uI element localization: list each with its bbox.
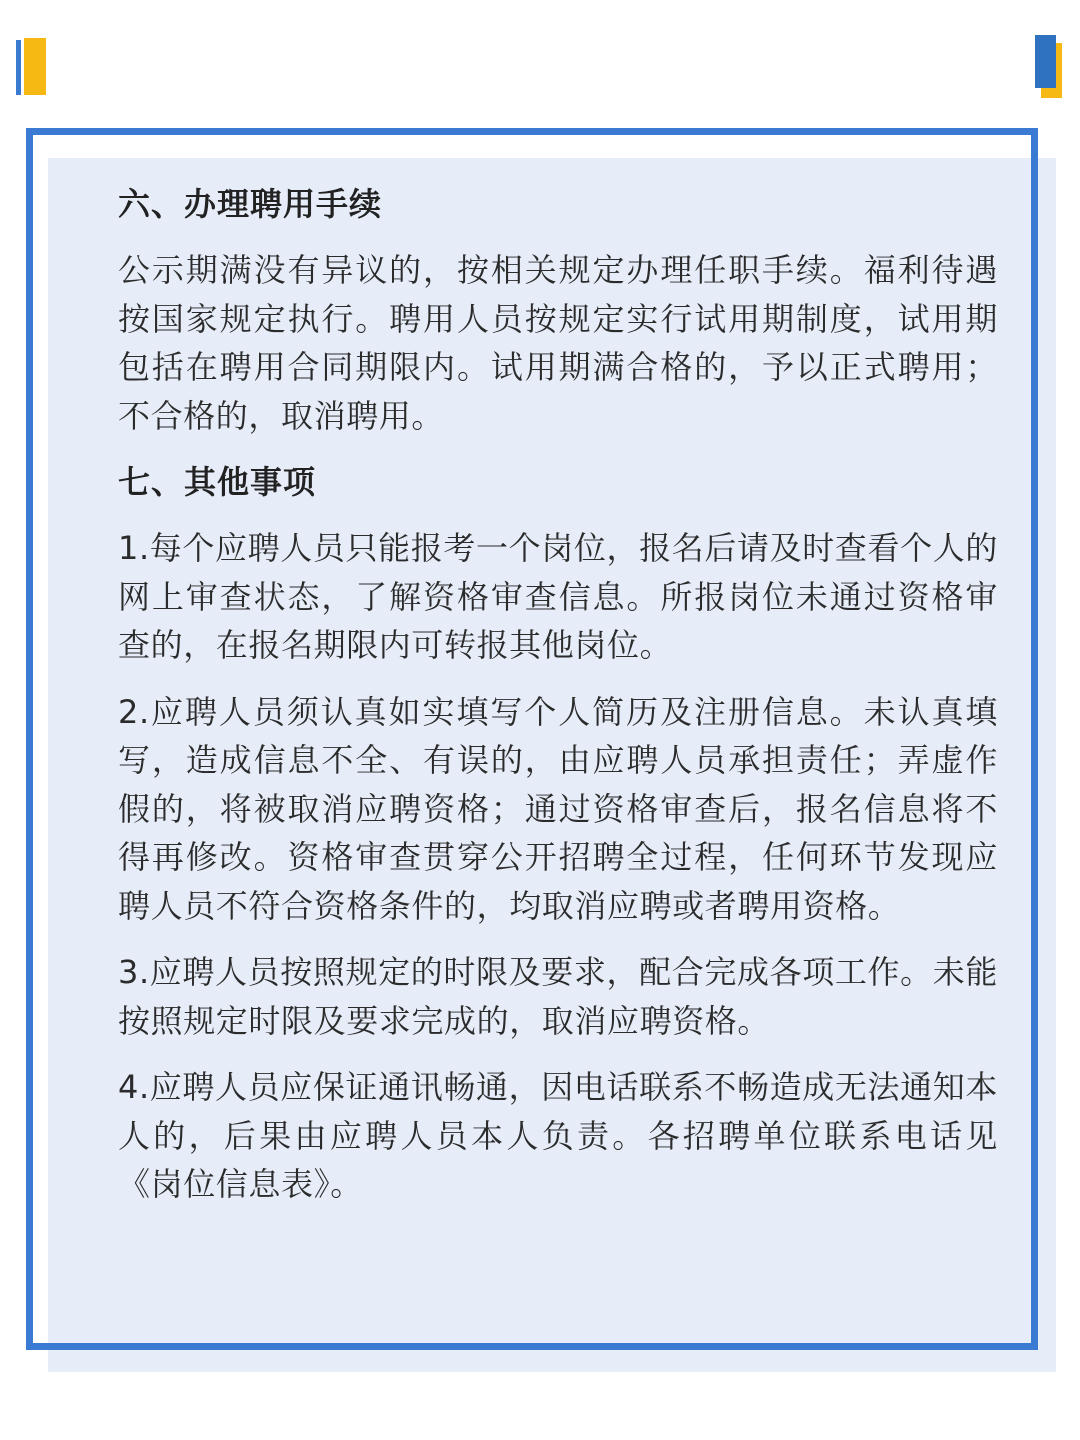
section-6-body: 公示期满没有异议的，按相关规定办理任职手续。福利待遇按国家规定执行。聘用人员按规定实行试用期制度，试用期包括在聘用合同期限内。试用期满合格的，予以正式聘用；不合格的，取消聘用。 (118, 251, 998, 435)
section-7-heading: 七、其他事项 (118, 463, 317, 501)
section-7-item-4: 4.应聘人员应保证通讯畅通，因电话联系不畅造成无法通知本人的，后果由应聘人员本人负责。各招聘单位联系电话见《岗位信息表》。 (118, 1068, 998, 1203)
section-7-item-3: 3.应聘人员按照规定的时限及要求，配合完成各项工作。未能按照规定时限及要求完成的，取消应聘资格。 (118, 953, 998, 1040)
section-7-item-1: 1.每个应聘人员只能报考一个岗位，报名后请及时查看个人的网上审查状态，了解资格审查信息。所报岗位未通过资格审查的，在报名期限内可转报其他岗位。 (118, 529, 998, 664)
section-7-item-2: 2.应聘人员须认真如实填写个人简历及注册信息。未认真填写，造成信息不全、有误的，由应聘人员承担责任；弄虚作假的，将被取消应聘资格；通过资格审查后，报名信息将不得再修改。资格审查贯穿公开招聘全过程，任何环节发现应聘人员不符合资格条件的，均取消应聘或者聘用资格。 (118, 692, 998, 925)
document-content (118, 180, 998, 1209)
corner-decoration-right-bar (1035, 35, 1056, 88)
section-6-heading: 六、办理聘用手续 (118, 185, 383, 223)
corner-decoration-left-bar (24, 38, 46, 95)
corner-decoration-left-line (16, 40, 21, 95)
